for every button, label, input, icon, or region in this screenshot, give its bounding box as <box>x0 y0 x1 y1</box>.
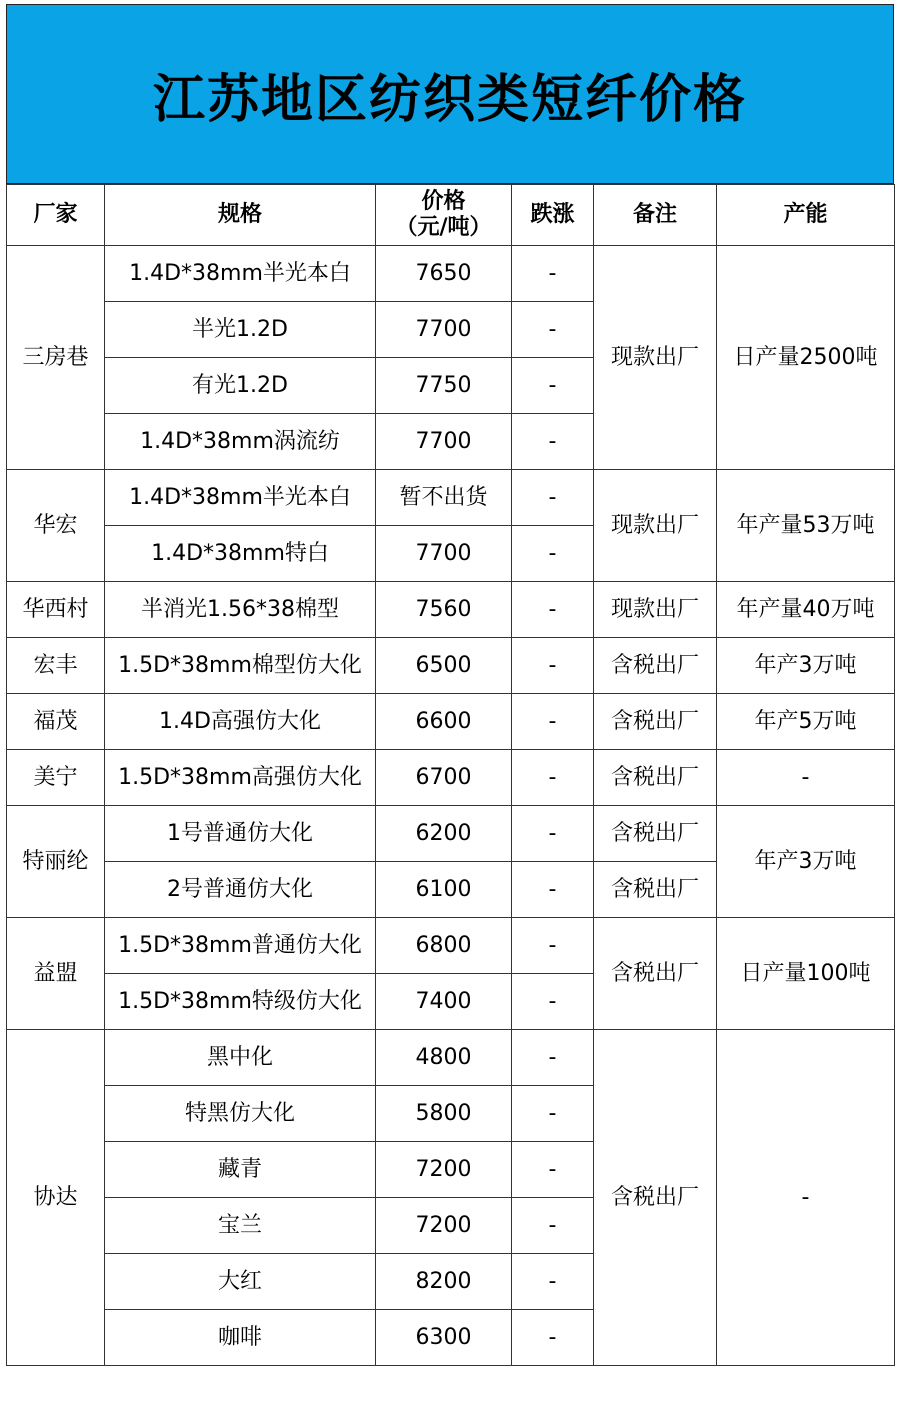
note-cell: 含税出厂 <box>594 918 717 1030</box>
factory-cell: 华宏 <box>7 470 105 582</box>
change-cell: - <box>512 358 594 414</box>
note-cell: 含税出厂 <box>594 750 717 806</box>
capacity-cell: 年产量40万吨 <box>717 582 895 638</box>
factory-cell: 华西村 <box>7 582 105 638</box>
note-cell: 现款出厂 <box>594 470 717 582</box>
capacity-cell: 年产量53万吨 <box>717 470 895 582</box>
header-note: 备注 <box>594 185 717 246</box>
change-cell: - <box>512 806 594 862</box>
table-row <box>7 1030 895 1086</box>
note-cell: 含税出厂 <box>594 806 717 862</box>
spec-cell: 特黑仿大化 <box>105 1086 376 1142</box>
price-cell: 6800 <box>376 918 512 974</box>
note-cell: 现款出厂 <box>594 582 717 638</box>
spec-cell: 1.5D*38mm高强仿大化 <box>105 750 376 806</box>
change-cell: - <box>512 526 594 582</box>
change-cell: - <box>512 974 594 1030</box>
header-capacity: 产能 <box>717 185 895 246</box>
table-row <box>7 638 895 694</box>
price-cell: 6600 <box>376 694 512 750</box>
change-cell: - <box>512 470 594 526</box>
change-cell: - <box>512 246 594 302</box>
change-cell: - <box>512 582 594 638</box>
price-cell: 7650 <box>376 246 512 302</box>
spec-cell: 半光1.2D <box>105 302 376 358</box>
change-cell: - <box>512 414 594 470</box>
spec-cell: 1.5D*38mm普通仿大化 <box>105 918 376 974</box>
price-cell: 6100 <box>376 862 512 918</box>
price-table <box>6 184 895 1366</box>
change-cell: - <box>512 302 594 358</box>
change-cell: - <box>512 1142 594 1198</box>
capacity-cell: 日产量2500吨 <box>717 246 895 470</box>
price-cell: 7200 <box>376 1198 512 1254</box>
change-cell: - <box>512 1086 594 1142</box>
price-cell: 7560 <box>376 582 512 638</box>
note-cell: 现款出厂 <box>594 246 717 470</box>
price-cell: 4800 <box>376 1030 512 1086</box>
capacity-cell: 年产3万吨 <box>717 638 895 694</box>
price-sheet <box>6 4 894 1366</box>
change-cell: - <box>512 1310 594 1366</box>
spec-cell: 1.4D*38mm特白 <box>105 526 376 582</box>
price-cell: 7700 <box>376 414 512 470</box>
spec-cell: 咖啡 <box>105 1310 376 1366</box>
factory-cell: 协达 <box>7 1030 105 1366</box>
spec-cell: 1.4D*38mm半光本白 <box>105 470 376 526</box>
note-cell: 含税出厂 <box>594 862 717 918</box>
price-cell: 暂不出货 <box>376 470 512 526</box>
header-factory: 厂家 <box>7 185 105 246</box>
header-row <box>7 185 895 246</box>
spec-cell: 1号普通仿大化 <box>105 806 376 862</box>
spec-cell: 1.4D*38mm半光本白 <box>105 246 376 302</box>
price-cell: 5800 <box>376 1086 512 1142</box>
note-cell: 含税出厂 <box>594 1030 717 1366</box>
change-cell: - <box>512 1198 594 1254</box>
price-cell: 6700 <box>376 750 512 806</box>
spec-cell: 1.4D*38mm涡流纺 <box>105 414 376 470</box>
capacity-cell: - <box>717 750 895 806</box>
table-row <box>7 246 895 302</box>
table-body <box>7 246 895 1366</box>
change-cell: - <box>512 1254 594 1310</box>
price-cell: 6500 <box>376 638 512 694</box>
price-cell: 8200 <box>376 1254 512 1310</box>
spec-cell: 有光1.2D <box>105 358 376 414</box>
table-row <box>7 806 895 862</box>
table-row <box>7 918 895 974</box>
change-cell: - <box>512 862 594 918</box>
table-row <box>7 694 895 750</box>
price-cell: 6200 <box>376 806 512 862</box>
header-price <box>376 185 512 246</box>
price-cell: 7750 <box>376 358 512 414</box>
price-cell: 7700 <box>376 526 512 582</box>
price-cell: 7700 <box>376 302 512 358</box>
header-spec: 规格 <box>105 185 376 246</box>
note-cell: 含税出厂 <box>594 638 717 694</box>
factory-cell: 三房巷 <box>7 246 105 470</box>
spec-cell: 1.4D高强仿大化 <box>105 694 376 750</box>
price-cell: 7200 <box>376 1142 512 1198</box>
factory-cell: 宏丰 <box>7 638 105 694</box>
spec-cell: 大红 <box>105 1254 376 1310</box>
factory-cell: 益盟 <box>7 918 105 1030</box>
spec-cell: 1.5D*38mm特级仿大化 <box>105 974 376 1030</box>
change-cell: - <box>512 1030 594 1086</box>
spec-cell: 藏青 <box>105 1142 376 1198</box>
header-price-label: 价格 <box>421 189 466 214</box>
capacity-cell: 年产5万吨 <box>717 694 895 750</box>
note-cell: 含税出厂 <box>594 694 717 750</box>
page-title: 江苏地区纺织类短纤价格 <box>152 68 747 130</box>
header-price-unit: （元/吨） <box>395 215 492 240</box>
table-row <box>7 750 895 806</box>
price-cell: 6300 <box>376 1310 512 1366</box>
capacity-cell: - <box>717 1030 895 1366</box>
title-banner <box>6 4 894 184</box>
spec-cell: 半消光1.56*38棉型 <box>105 582 376 638</box>
factory-cell: 福茂 <box>7 694 105 750</box>
capacity-cell: 日产量100吨 <box>717 918 895 1030</box>
spec-cell: 宝兰 <box>105 1198 376 1254</box>
price-cell: 7400 <box>376 974 512 1030</box>
change-cell: - <box>512 638 594 694</box>
change-cell: - <box>512 750 594 806</box>
table-row <box>7 470 895 526</box>
change-cell: - <box>512 918 594 974</box>
capacity-cell: 年产3万吨 <box>717 806 895 918</box>
factory-cell: 特丽纶 <box>7 806 105 918</box>
header-change: 跌涨 <box>512 185 594 246</box>
change-cell: - <box>512 694 594 750</box>
factory-cell: 美宁 <box>7 750 105 806</box>
spec-cell: 黑中化 <box>105 1030 376 1086</box>
spec-cell: 2号普通仿大化 <box>105 862 376 918</box>
table-row <box>7 582 895 638</box>
spec-cell: 1.5D*38mm棉型仿大化 <box>105 638 376 694</box>
